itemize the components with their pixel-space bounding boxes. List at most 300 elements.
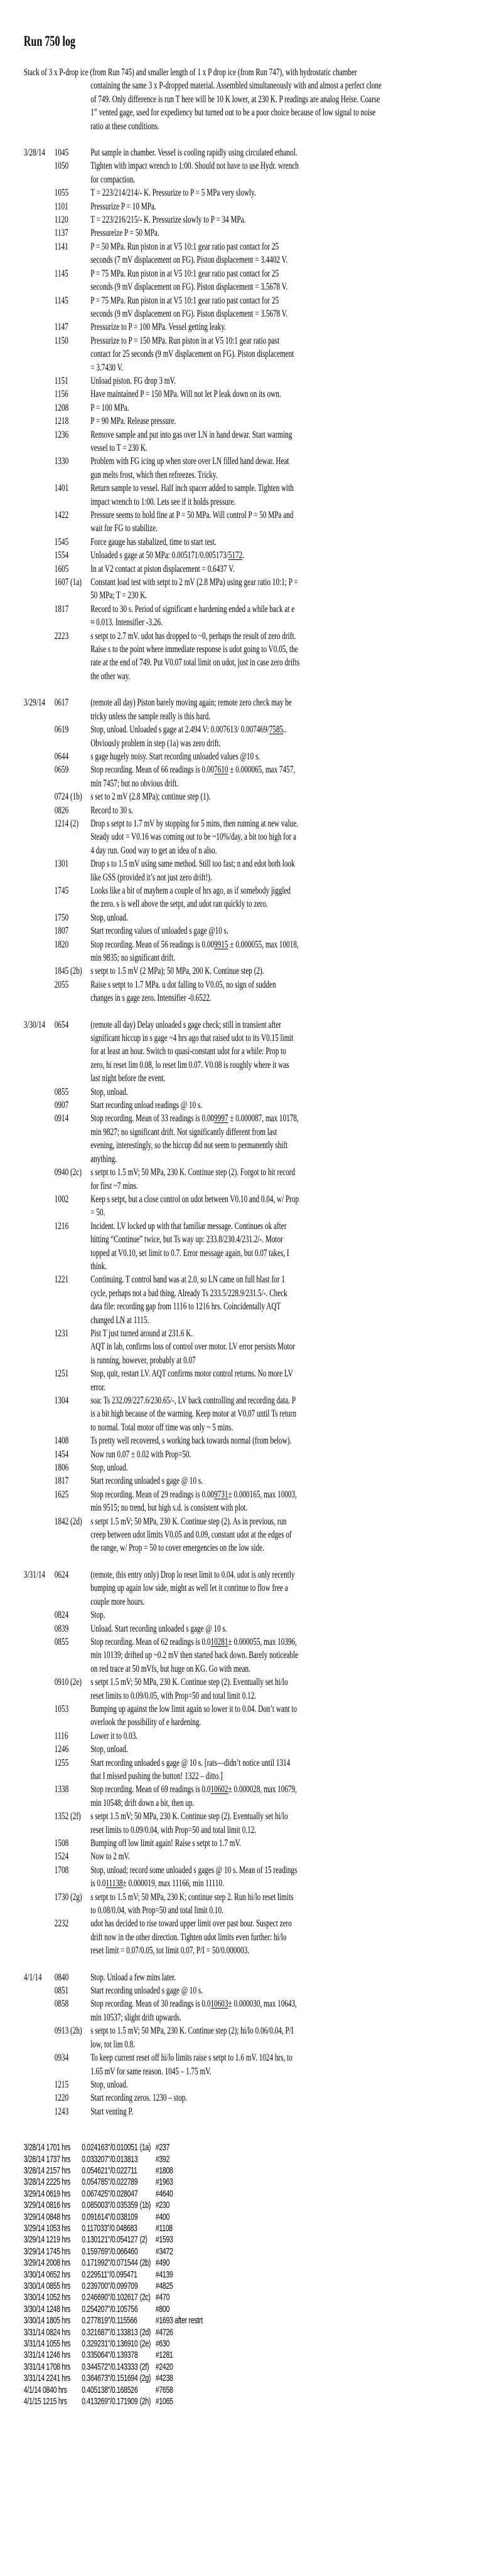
displacement-step-label <box>140 2315 156 2326</box>
log-entry-row <box>24 146 504 159</box>
entry-text: s setpt to 1.5 mV; 50 MPa, 230 K. Continue step (2). Forgot to hit record for first ~7 mins. <box>90 1167 296 1191</box>
entry-text: Start recording unloaded s gage @ 10 s. <box>90 1985 203 1997</box>
displacement-count: #630 <box>155 2338 170 2350</box>
log-entry-row <box>24 1099 504 1112</box>
entry-text: Stop recording. Mean of 56 readings is 0.009915 ± 0.000055, max 10018, min 9835; no significant drift. <box>90 939 299 963</box>
entry-text: Constant load test with setpt to 2 mV (2.8 MPa) using gear ratio 10:1; P = 50 MPa; T = 230 K. <box>90 577 298 601</box>
entry-date: 3/30/14 <box>23 1019 46 1030</box>
entry-time: 0617 <box>54 697 69 709</box>
displacement-count: #1108 <box>155 2222 173 2234</box>
entry-time: 1605 <box>54 563 69 574</box>
entry-text: Start recording zeros. 1230 – stop. <box>90 2093 188 2104</box>
entry-text: Put sample in chamber. Vessel is cooling rapidly using circulated ethanol. <box>90 147 298 159</box>
entry-text: s setpt to 1.5 mV; 50 MPa, 230 K. Continue step (2); hi/lo 0.06/0.04, P/I low, tot lim 0.8. <box>90 2025 294 2050</box>
displacement-step-label <box>140 2212 156 2223</box>
displacement-count: #490 <box>155 2257 170 2269</box>
displacement-row <box>24 2315 504 2326</box>
entry-text: Incident. LV locked up with that familiar message. Continues ok after hitting “Continue” twice, but Ts way up: 233.8/230.4/231.2/-. Motor topped at V0.10, set limit to 0.7. Error message again, but 0.07 takes, I think. <box>90 1220 289 1272</box>
entry-text: Problem with FG icing up when store over LN filled hand dewar. Heat gun melts frost, which then refreezes. Tricky. <box>90 456 289 480</box>
log-entry-row <box>24 763 504 790</box>
entry-text: Raise s setpt to 1.7 MPa. u dot falling to V0.05, no sign of sudden changes in s gage zero. Intensifier -0.6522. <box>90 979 276 1004</box>
entry-time: 1708 <box>54 1864 69 1876</box>
displacement-step-label: (2h) <box>139 2396 151 2407</box>
entry-text: Keep s setpt, but a close control on udot between V0.10 and 0.04, w/ Prop = 50. <box>90 1193 299 1218</box>
displacement-reading: 0.054785"/0.022789 <box>82 2177 138 2188</box>
log-entry-row <box>24 1515 504 1555</box>
log-day-group <box>24 1018 504 1555</box>
log-entry-row <box>24 884 504 911</box>
log-entry-row <box>24 1340 504 1367</box>
log-entry-row <box>24 536 504 549</box>
entry-text: Drop s to 1.5 mV using same method. Still too fast; n and edot both look like GSS (provided it’s not just zero drift!). <box>90 858 295 883</box>
displacement-reading: 0.054621"/0.022711 <box>82 2165 137 2176</box>
entry-text: Have maintained P = 150 MPa. Will not let P leak down on its own. <box>90 389 281 400</box>
displacement-datetime: 3/31/14 0824 hrs <box>23 2326 71 2338</box>
entry-text: soa: Ts 232.09/227.6/230.65/-, LV back controlling and recording data. P is a bit high because of the warming. Keep motor at V0.07 until Ts return to normal. Total motor off time was only ~ 5 mins. <box>90 1395 297 1433</box>
entry-time: 1151 <box>54 375 68 386</box>
displacement-step-label: (2b) <box>139 2257 151 2269</box>
entry-time: 1215 <box>54 2079 69 2090</box>
log-entry-row <box>24 1568 504 1608</box>
entry-text: (remote all day) Delay unloaded s gage check; still in transient after significant hiccup in s gage ~4 hrs ago that raised udot to its V0.15 limit for at least an hour. Switch to quasi-constant udot for a while: Prop to zero, hi reset lim 0.08, lo reset lim 0.07. V0.08 is roughly where it was last night before the event. <box>90 1019 294 1084</box>
log-entry-row <box>24 1997 504 2024</box>
displacement-reading: 0.171992"/0.071544 <box>82 2257 138 2269</box>
displacement-datetime: 3/30/14 0855 hrs <box>23 2281 71 2291</box>
entry-time: 1255 <box>54 1757 69 1768</box>
displacement-count: #800 <box>155 2303 170 2315</box>
log-day-group <box>24 1568 504 1958</box>
entry-text: Stop recording. Mean of 62 readings is 0.010281± 0.000055, max 10396, min 10139; drifted up ~0.2 mV then started back down. Barely noticeable on red trace at 50 mVfs, but huge on KG. Go with mean. <box>90 1636 299 1674</box>
entry-text: s gage hugely noisy. Start recording unloaded values @10 s. <box>90 751 260 762</box>
entry-text: Looks like a bit of mayhem a couple of hrs ago, as if somebody jiggled the zero. s is well above the setpt, and udot ran quickly to zero. <box>90 885 291 910</box>
displacement-row <box>24 2385 504 2396</box>
displacement-step-label <box>140 2269 156 2281</box>
entry-time: 1730 (2g) <box>54 1891 82 1903</box>
entry-text: Unload. Start recording unloaded s gage @ 10 s. <box>90 1623 227 1634</box>
displacement-reading: 0.239700"/0.099709 <box>82 2281 138 2291</box>
displacement-reading: 0.246690"/0.102617 <box>82 2292 138 2303</box>
log-day-group <box>24 146 504 683</box>
displacement-row <box>24 2257 504 2269</box>
intro-paragraph: Stack of 3 x P-drop ice (from Run 745) and smaller length of 1 x P drop ice (from Run 747), with hydrostatic chamber containing the same 3 x P-dropped material. Assembled simultaneously with and almost a perfect clone of 749. Only difference is run T here will be 10 K lower, at 230 K. P readings are analog Heise. Coarse 1” vented gage, used for expediency but turned out to be a poor choice because of low signal to noise ratio at these conditions. <box>23 67 382 132</box>
displacement-count: #3472 <box>155 2246 173 2257</box>
entry-time: 1101 <box>54 201 68 212</box>
displacement-count: #1808 <box>155 2165 173 2176</box>
log-entry-row <box>24 401 504 414</box>
log-entry-row <box>24 2105 504 2118</box>
entry-time: 1625 <box>54 1489 69 1500</box>
displacement-row <box>24 2223 504 2234</box>
log-entry-row <box>24 1112 504 1166</box>
displacement-step-label <box>140 2177 156 2188</box>
log-entry-row <box>24 1622 504 1635</box>
displacement-row <box>24 2281 504 2292</box>
displacement-reading: 0.091614"/0.038109 <box>82 2211 138 2222</box>
entry-text: In at V2 contact at piston displacement = 0.6437 V. <box>90 563 235 574</box>
entry-time: 0644 <box>54 751 69 762</box>
log-entry-row <box>24 576 504 603</box>
displacement-datetime: 3/31/14 2241 hrs <box>23 2373 71 2384</box>
entry-time: 1214 (2) <box>54 818 79 829</box>
displacement-datetime: 3/31/14 1708 hrs <box>23 2361 71 2372</box>
log-entry-row <box>24 1273 504 1327</box>
displacement-datetime: 3/30/14 1805 hrs <box>23 2315 71 2326</box>
entry-time: 1145 <box>54 295 68 306</box>
displacement-reading: 0.277819"/0.115566 <box>82 2315 137 2326</box>
entry-text: Start recording unload readings @ 10 s. <box>90 1100 203 1111</box>
log-entry-row <box>24 1085 504 1099</box>
displacement-reading: 0.067425"/0.028047 <box>82 2188 138 2199</box>
entry-text: Ts pretty well recovered, s working back towards normal (from below). <box>90 1435 292 1447</box>
log-entry-row <box>24 790 504 803</box>
entry-text: Stop. <box>90 1610 105 1621</box>
entry-time: 1145 <box>54 268 68 279</box>
entry-text: Bumping off low limit again! Raise s setpt to 1.7 mV. <box>90 1838 241 1849</box>
log-entry-row <box>24 267 504 294</box>
entry-text: Stop, unload. <box>90 1086 128 1097</box>
entry-time: 2232 <box>54 1918 69 1929</box>
entry-text: s setpt to 2.7 mV. udot has dropped to ~0, perhaps the result of zero drift. Raise s to the point where immediate response is udot going to V0.05, the rate at the end of 749. Put V0.07 total limit on udot, just in case zero drifts the other way. <box>90 630 300 682</box>
log-entry-row <box>24 1608 504 1622</box>
entry-time: 1454 <box>54 1449 69 1460</box>
entry-text: Pressure seems to hold fine at P = 50 MPa. Will control P = 50 MPa and wait for FG to stabilize. <box>90 510 294 534</box>
displacement-reading: 0.033207"/0.013813 <box>82 2153 138 2165</box>
log-entry-row <box>24 1367 504 1394</box>
displacement-step-label <box>140 2304 156 2315</box>
displacement-table <box>24 2142 504 2407</box>
entry-text: Stop, quit, restart LV. AQT confirms motor control returns. No more LV error. <box>90 1368 293 1393</box>
entry-text: P = 75 MPa. Run piston in at V5 10:1 gear ratio past contact for 25 seconds (9 mV displacement on FG). Piston displacement = 3.5678 V. <box>90 268 288 293</box>
displacement-datetime: 3/29/14 0816 hrs <box>23 2200 71 2211</box>
log-entry-row <box>24 509 504 536</box>
displacement-count: #4238 <box>155 2373 173 2384</box>
log-entry-row <box>24 630 504 684</box>
entry-text: Return sample to vessel. Half inch spacer added to sample. Tighten with impact wrench to 1:00. Lets see if it holds pressure. <box>90 483 294 507</box>
entry-time: 1330 <box>54 456 69 467</box>
entry-time: 1806 <box>54 1462 69 1474</box>
displacement-reading: 0.405138"/0.168526 <box>82 2384 138 2395</box>
entry-text: Remove sample and put into gas over LN in hand dewar. Start warming vessel to T = 230 K. <box>90 429 292 453</box>
entry-time: 1508 <box>54 1838 69 1849</box>
displacement-step-label: (2c) <box>139 2292 151 2303</box>
displacement-row <box>24 2200 504 2211</box>
entry-text: P = 90 MPa. Release pressure. <box>90 416 176 427</box>
entry-time: 1807 <box>54 926 69 937</box>
displacement-row <box>24 2304 504 2315</box>
displacement-row <box>24 2165 504 2177</box>
log-entry-row <box>24 1984 504 1997</box>
entry-time: 1401 <box>54 483 69 494</box>
entry-time: 1301 <box>54 858 69 870</box>
displacement-reading: 0.413269"/0.171909 <box>82 2396 138 2407</box>
displacement-datetime: 4/1/14 0840 hrs <box>23 2384 67 2395</box>
entry-text: Start recording values of unloaded s gage @10 s. <box>90 926 228 937</box>
displacement-reading: 0.159769"/0.066460 <box>82 2246 138 2257</box>
log-entry-row <box>24 1729 504 1743</box>
entry-time: 0826 <box>54 805 69 816</box>
entry-time: 1750 <box>54 912 69 923</box>
entry-text: Stop recording. Mean of 30 readings is 0.010603± 0.000030, max 10643, min 10537; slight drift upwards. <box>90 1998 297 2023</box>
log-entry-row <box>24 603 504 630</box>
displacement-step-label: (2g) <box>139 2373 151 2384</box>
log-entry-row <box>24 1864 504 1891</box>
log-entry-row <box>24 1850 504 1863</box>
entry-time: 1231 <box>54 1328 69 1339</box>
entry-time: 1216 <box>54 1220 69 1232</box>
entry-time: 0824 <box>54 1610 69 1621</box>
displacement-datetime: 3/29/14 0848 hrs <box>23 2211 71 2222</box>
displacement-datetime: 3/29/14 1219 hrs <box>23 2234 71 2246</box>
displacement-step-label: (2e) <box>139 2338 151 2350</box>
log-entry-row <box>24 562 504 576</box>
entry-time: 0940 (2c) <box>54 1167 82 1178</box>
entry-text: Stop recording. Mean of 29 readings is 0.009731± 0.000165, max 10003, min 9515; no trend, but high s.d. is consistent with plot. <box>90 1489 297 1514</box>
entry-text: To keep current reset off hi/lo limits raise s setpt to 1.6 mV. 1024 hrs, to 1.65 mV for same reason. 1045 – 1.75 mV. <box>90 2052 292 2077</box>
entry-date: 3/31/14 <box>23 1569 46 1580</box>
displacement-reading: 0.229511"/0.095471 <box>82 2269 137 2280</box>
displacement-row <box>24 2338 504 2350</box>
log-entry-row <box>24 226 504 240</box>
entry-time: 0724 (1b) <box>54 791 82 803</box>
log-entry-row <box>24 911 504 924</box>
entry-time: 1137 <box>54 228 68 239</box>
entry-text: Unload piston. FG drop 3 mV. <box>90 375 176 386</box>
entry-text: udot has decided to rise toward upper limit over past hour. Suspect zero drift now in the other direction. Tighten udot limits even further: hi/lo reset limit = 0.07/0.05, tot limit 0.07, P/I = 50/0.000003. <box>90 1918 292 1956</box>
displacement-step-label <box>140 2165 156 2177</box>
displacement-datetime: 3/28/14 2225 hrs <box>23 2177 71 2188</box>
entry-text: Stop, unload. <box>90 1462 128 1474</box>
entry-text: Pressurize to P = 100 MPa. Vessel getting leaky. <box>90 322 227 333</box>
entry-date: 3/29/14 <box>23 697 46 709</box>
displacement-reading: 0.335064"/0.139378 <box>82 2350 138 2361</box>
entry-text: Stop, unload. Unloaded s gage at 2.494 V: 0.007613/ 0.007469/7585.. Obviously problem in step (1a) was zero drift. <box>90 724 287 749</box>
log-entry-row <box>24 1193 504 1220</box>
entry-time: 1338 <box>54 1784 69 1795</box>
entry-text: Now to 2 mV. <box>90 1851 130 1862</box>
entry-time: 1554 <box>54 550 69 561</box>
displacement-count: #1693 after restrt <box>155 2315 203 2326</box>
entry-text: P = 75 MPa. Run piston in at V5 10:1 gear ratio past contact for 25 seconds (9 mV displacement on FG). Piston displacement = 3.5678 V. <box>90 295 288 319</box>
entry-text: Stop, unload; record some unloaded s gages @ 10 s. Mean of 15 readings is 0.011138± 0.000019, max 11166, min 11110. <box>90 1864 298 1889</box>
entry-time: 1817 <box>54 603 69 615</box>
displacement-reading: 0.344572"/0.143333 <box>82 2361 138 2372</box>
log-entry-row <box>24 200 504 213</box>
displacement-row <box>24 2327 504 2338</box>
entry-time: 0914 <box>54 1113 69 1124</box>
log-entry-row <box>24 549 504 562</box>
entry-time: 1147 <box>54 322 68 333</box>
entry-time: 0913 (2h) <box>54 2025 82 2037</box>
log-entry-row <box>24 159 504 186</box>
displacement-step-label: (1b) <box>139 2200 151 2211</box>
entry-text: Start recording unloaded s gage @ 10 s. <box>90 1475 203 1487</box>
log-entry-row <box>24 1166 504 1193</box>
log-entry-row <box>24 1810 504 1837</box>
displacement-reading: 0.130121"/0.054127 <box>82 2234 138 2246</box>
entry-time: 1408 <box>54 1435 69 1447</box>
displacement-count: #470 <box>155 2292 170 2303</box>
entry-time: 0851 <box>54 1985 69 1997</box>
log-entry-row <box>24 924 504 937</box>
log-entry-row <box>24 428 504 455</box>
entry-time: 1055 <box>54 187 69 199</box>
entry-text: Unloaded s gage at 50 MPa: 0.005171/0.005173/5172. <box>90 550 245 561</box>
displacement-datetime: 3/28/14 1701 hrs <box>23 2142 71 2153</box>
entry-text: Pist T just turned around at 231.6 K. <box>90 1328 193 1339</box>
displacement-datetime: 3/28/14 2157 hrs <box>23 2165 71 2176</box>
log-entry-row <box>24 1743 504 1756</box>
entry-time: 0855 <box>54 1086 69 1097</box>
log-entry-row <box>24 455 504 482</box>
entry-text: s setpt 1.5 mV; 50 MPa, 230 K. Continue step (2). As in previous, run creep between udot limits V0.05 and 0.09, constant udot at the edges of the range, w/ Prop = 50 to cover emergencies on the low side. <box>90 1516 292 1554</box>
displacement-step-label: (2f) <box>139 2361 149 2372</box>
displacement-count: #400 <box>155 2211 170 2222</box>
entry-text: s set to 2 mV (2.8 MPa); continue step (1). <box>90 791 211 803</box>
log-entry-row <box>24 1018 504 1085</box>
log-entry-row <box>24 1917 504 1957</box>
entry-text: Stop. Unload a few mins later. <box>90 1972 176 1983</box>
displacement-datetime: 3/30/14 1248 hrs <box>23 2303 71 2315</box>
entry-text: s setpt to 1.5 mV (2 MPa); 50 MPa, 200 K. Continue step (2). <box>90 966 264 977</box>
entry-text: Stop recording. Mean of 33 readings is 0.009997 ± 0.000087, max 10178, min 9827; no significant drift. Not significantly different from last evening, interestingly, so the hiccup did not seem to permanently shift anything. <box>90 1113 299 1164</box>
displacement-row <box>24 2350 504 2361</box>
displacement-count: #237 <box>155 2142 170 2153</box>
displacement-count: #4139 <box>155 2269 173 2280</box>
entry-time: 1304 <box>54 1395 69 1406</box>
log-entry-row <box>24 334 504 374</box>
displacement-count: #1963 <box>155 2177 173 2188</box>
displacement-count: #1281 <box>155 2350 173 2361</box>
displacement-datetime: 3/29/14 1745 hrs <box>23 2246 71 2257</box>
entry-time: 1141 <box>54 241 68 252</box>
log-entries <box>24 146 504 2118</box>
entry-text: AQT in lab, confirms loss of control over motor. LV error persists Motor is running, however, probably at 0.07 <box>90 1341 296 1366</box>
entry-time: 1236 <box>54 429 69 440</box>
log-entry-row <box>24 1220 504 1274</box>
entry-date: 4/1/14 <box>23 1972 42 1983</box>
log-entry-row <box>24 1837 504 1850</box>
entry-time: 0659 <box>54 764 69 776</box>
displacement-row <box>24 2154 504 2165</box>
log-entry-row <box>24 804 504 817</box>
displacement-reading: 0.364673"/0.151694 <box>82 2373 138 2384</box>
entry-time: 1150 <box>54 335 68 346</box>
entry-text: Record to 30 s. Period of significant e hardening ended a while back at e ≈ 0.013. Intensifier -3.26. <box>90 603 295 628</box>
displacement-row <box>24 2212 504 2223</box>
entry-time: 1002 <box>54 1193 69 1205</box>
displacement-reading: 0.024163"/0.010051 <box>82 2142 138 2153</box>
entry-time: 0910 (2e) <box>54 1677 82 1688</box>
displacement-count: #4825 <box>155 2281 173 2291</box>
log-entry-row <box>24 186 504 199</box>
displacement-row <box>24 2234 504 2246</box>
log-entry-row <box>24 1676 504 1702</box>
displacement-count: #7658 <box>155 2384 173 2395</box>
entry-text: Tighten with impact wrench to 1:00. Should not have to use Hydr. wrench for compaction. <box>90 161 299 185</box>
entry-text: s setpt 1.5 mV; 50 MPa, 230 K. Continue step (2). Eventually set hi/lo reset limits to 0.09/0.04, with Prop=50 and total limit 0.12. <box>90 1811 288 1835</box>
log-entry-row <box>24 2024 504 2051</box>
displacement-reading: 0.117033"/0.048683 <box>82 2222 137 2234</box>
log-entry-row <box>24 320 504 334</box>
displacement-datetime: 3/30/14 0652 hrs <box>23 2269 71 2280</box>
log-entry-row <box>24 240 504 267</box>
entry-text: Stop recording. Mean of 69 readings is 0.010602± 0.000028, max 10679, min 10548; drift down a bit, then up. <box>90 1784 297 1808</box>
displacement-row <box>24 2373 504 2384</box>
entry-text: Pressureize P = 50 MPa. <box>90 228 159 239</box>
log-entry-row <box>24 857 504 884</box>
entry-text: Stop, unload. <box>90 2079 128 2090</box>
log-entry-row <box>24 750 504 763</box>
log-entry-row <box>24 482 504 509</box>
log-entry-row <box>24 1783 504 1810</box>
entry-text: Force gauge has stabalized, time to start test. <box>90 536 217 547</box>
entry-text: Stop, unload. <box>90 912 128 923</box>
displacement-step-label <box>140 2154 156 2165</box>
entry-text: Continuing. T control band was at 2.0, so LN came on full blast for 1 cycle, perhaps not a bad thing. Already Ts 233.5/228.9/231.5/-. Check data file: recording gap from 1116 to 1216 hrs. Coincidentally AQT changed LN at 1115. <box>90 1274 287 1326</box>
entry-time: 1422 <box>54 510 69 520</box>
displacement-step-label <box>140 2385 156 2396</box>
displacement-count: #1065 <box>155 2396 173 2407</box>
log-entry-row <box>24 414 504 428</box>
entry-date: 3/28/14 <box>23 147 46 159</box>
displacement-datetime: 3/29/14 1053 hrs <box>23 2222 71 2234</box>
entry-text: (remote, this entry only) Drop lo reset limit to 0.04. udot is only recently bumping up again low side, might as well let it continue to flow free a couple more hours. <box>90 1569 295 1607</box>
log-entry-row <box>24 938 504 965</box>
log-entry-row <box>24 978 504 1005</box>
entry-text: T = 223/216/215/- K. Pressurize slowly to P = 34 MPa. <box>90 214 246 226</box>
log-entry-row <box>24 1434 504 1447</box>
displacement-step-label: (2d) <box>139 2326 151 2338</box>
entry-time: 0855 <box>54 1636 69 1647</box>
entry-time: 0654 <box>54 1019 69 1030</box>
entry-time: 1156 <box>54 389 68 400</box>
displacement-datetime: 3/31/14 1055 hrs <box>23 2338 71 2350</box>
entry-time: 1120 <box>54 214 68 226</box>
displacement-row <box>24 2246 504 2257</box>
displacement-row <box>24 2188 504 2200</box>
entry-time: 1817 <box>54 1475 69 1487</box>
displacement-datetime: 4/1/15 1215 hrs <box>23 2396 67 2407</box>
displacement-step-label: (1a) <box>139 2142 151 2153</box>
displacement-datetime: 3/29/14 0619 hrs <box>23 2188 71 2199</box>
log-entry-row <box>24 964 504 978</box>
log-entry-row <box>24 1635 504 1676</box>
displacement-row <box>24 2177 504 2188</box>
entry-time: 2055 <box>54 979 69 990</box>
entry-time: 0839 <box>54 1623 69 1634</box>
entry-time: 1352 (2f) <box>54 1811 81 1822</box>
entry-time: 1524 <box>54 1851 69 1862</box>
entry-time: 1050 <box>54 161 69 172</box>
entry-time: 1845 (2b) <box>54 966 82 977</box>
entry-time: 1220 <box>54 2093 69 2104</box>
log-entry-row <box>24 1474 504 1487</box>
entry-text: Pressurize P = 10 MPa. <box>90 201 156 212</box>
displacement-row <box>24 2142 504 2153</box>
entry-time: 2223 <box>54 630 69 641</box>
entry-text: Pressurize to P = 150 MPa. Run piston in at V5 10:1 gear ratio past contact for 25 seconds (9 mV displacement on FG). Piston displacement = 3.7430 V. <box>90 335 294 373</box>
entry-time: 1842 (2d) <box>54 1516 82 1527</box>
displacement-row <box>24 2396 504 2407</box>
entry-time: 1246 <box>54 1744 69 1755</box>
log-entry-row <box>24 374 504 388</box>
log-entry-row <box>24 1702 504 1729</box>
page-title: Run 750 log <box>23 33 76 49</box>
log-entry-row <box>24 1488 504 1515</box>
entry-time: 1116 <box>54 1730 68 1741</box>
entry-time: 1820 <box>54 939 69 950</box>
log-entry-row <box>24 213 504 226</box>
